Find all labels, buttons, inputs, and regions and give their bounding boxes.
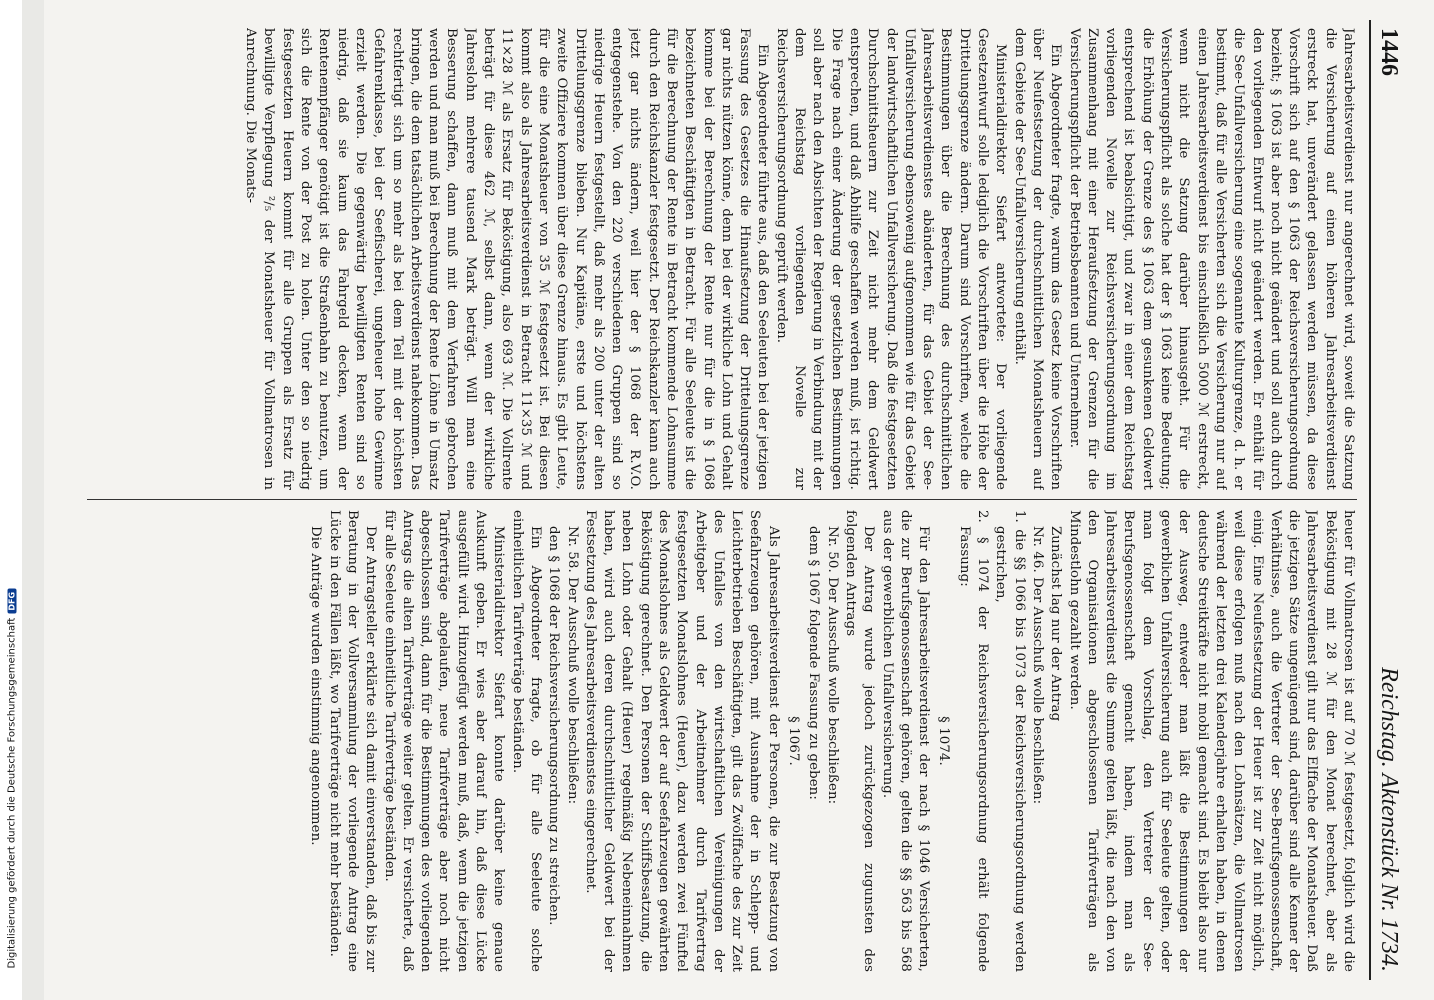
paragraph: Ein Abgeordneter fragte, ob für alle Seeleute solche einheitlichen Tarifverträge beständen. xyxy=(509,510,543,972)
paragraph: heuer für Vollmatrosen ist auf 70 ℳ festgesetzt, folglich wird die Beköstigung mit 28 ℳ für den Monat berechnet, aber als Jahresarbeitsverdienst gilt nur das Elffache der Monatsheuer. Daß die jetzigen Sätze ungenügend sind, darüber sind alle Kenner der Verhältnisse, auch die Vertreter der See-Berufsgenossenschaft, einig. Eine Neufestsetzung der Heuer ist zur Zeit nicht möglich, weil diese erfolgen muß nach den Lohnsätzen, die Vollmatrosen während der letzten drei Kalenderjahre erhalten haben, in denen deutsche Streitkräfte nicht mobil gemacht sind. Es bleibt also nur der Ausweg, entweder man läßt die Bestimmungen der gewerblichen Unfallversicherung auch für Seeleute gelten, oder man folgt dem Vorschlag, den Vertreter der See-Berufsgenossenschaft gemacht haben, indem man als Jahresarbeitsverdienst die Summe gelten läßt, die nach den von den Organisationen abgeschlossenen Tarifverträgen als Mindestlohn gezahlt werden. xyxy=(1066,510,1356,972)
paragraph: Für den Jahresarbeitsverdienst der nach § 1046 Versicherten, die zur Berufsgenossenschaft gehören, gelten die §§ 563 bis 568 aus der gewerblichen Unfallversicherung. xyxy=(879,510,932,972)
paragraph: den § 1068 der Reichsversicherungsordnung zu streichen. xyxy=(546,525,562,926)
page-header xyxy=(1369,20,1409,980)
running-head: Reichstag. Aktenstück Nr. 1734. xyxy=(1376,667,1402,972)
paragraph: Die Anträge wurden einstimmig angenommen. xyxy=(308,525,324,846)
paragraph: Der Antrag wurde jedoch zurückgezogen zugunsten des folgenden Antrags xyxy=(842,510,877,972)
column-divider xyxy=(87,499,1357,500)
rotated-page-content xyxy=(69,20,1409,980)
paragraph: Ein Abgeordneter fragte, warum das Gesetz keine Vorschriften über Neufestsetzung der durchschnittlichen Monatsheuern auf dem Gebiete der See-Unfallversicherung enthält. xyxy=(1011,28,1064,490)
section-heading: § 1074. xyxy=(936,716,952,766)
right-column xyxy=(77,510,1357,972)
paragraph: Der Antragsteller erklärte sich damit einverstanden, daß bis zur Beratung in der Vollversammlung der vorliegende Antrag eine Lücke in den Fällen läßt, wo Tarifverträge nicht mehr beständen. xyxy=(326,510,379,972)
scanned-page xyxy=(44,0,1434,1000)
paragraph: Ministerialdirektor Siefart antwortete: Der vorliegende Gesetzentwurf solle lediglich die Vorschriften über die Höhe der Drittelungsgrenze ändern. Darum sind Vorschriften, welche die Bestimmungen über die Berechnung des durchschnittlichen Jahresarbeitsverdienstes abänderten, für das Gebiet der See-Unfallversicherung ebensowenig aufgenommen wie für das Gebiet der landwirtschaftlichen Unfallversicherung. Daß die festgesetzten Durchschnittsheuern zur Zeit nicht mehr dem Geldwert entsprechen, und daß Abhilfe geschaffen werden muß, ist richtig. Die Frage nach einer Änderung der gesetzlichen Bestimmungen soll aber nach den Absichten der Regierung in Verbindung mit der dem Reichstag vorliegenden Novelle zur Reichsversicherungsordnung geprüft werden. xyxy=(773,28,1009,490)
paragraph: Zunächst lag nur der Antrag xyxy=(1048,525,1064,722)
paragraph: Als Jahresarbeitsverdienst der Personen, die zur Besatzung von Seefahrzeugen gehören, mit Ausnahme der in Schlepp- und Leichterbetrieben Beschäftigten, gilt das Zwölffache des zur Zeit des Unfalles von den wirtschaftlichen Vereinigungen der Arbeitgeber und der Arbeitnehmer durch Tarifvertrag festgesetzten Monatslohnes (Heuer), dazu werden zwei Fünftel des Monatslohnes als Geldwert der auf Seefahrzeugen gewährten Beköstigung gerechnet. Den Personen der Schiffsbesatzung, die neben Lohn oder Gehalt (Heuer) regelmäßig Nebeneinnahmen haben, wird auch deren durchschnittlicher Geldwert bei der Festsetzung des Jahresarbeitsverdienstes eingerechnet. xyxy=(582,510,781,972)
paragraph: Ein Abgeordneter führte aus, daß den Seeleuten bei der jetzigen Fassung des Gesetzes die Hinaufsetzung der Drittelungsgrenze gar nichts nützen könne, denn bei der wirkliche Lohn und Gehalt komme bei der Berechnung der Rente nur für die in § 1068 bezeichneten Beschäftigten in Betracht. Für alle Seeleute ist die für die Berechnung der Rente in Betracht kommende Lohnsumme durch den Reichskanzler festgesetzt. Der Reichskanzler kann auch jetzt gar nichts ändern, weil hier der § 1068 der R.V.O. entgegenstehe. Von den 220 verschiedenen Gruppen sind so niedrige Heuern festgestellt, daß mehr als 200 unter der alten Drittelungsgrenze blieben. Nur Kapitäne, erste und höchstens zweite Offiziere kommen über diese Grenze hinaus. Es gibt Leute, für die eine Monatsheuer von 35 ℳ festgesetzt ist. Bei diesen kommt also als Jahresarbeitsverdienst in Betracht 11×35 ℳ und 11×28 ℳ als Ersatz für Beköstigung, also 693 ℳ. Die Vollrente beträgt für diese 462 ℳ, selbst dann, wenn der wirkliche Jahreslohn mehrere tausend Mark beträgt. Will man eine Besserung schaffen, dann muß mit dem Verfahren gebrochen werden und man muß bei Berechnung der Rente Löhne in Umsatz bringen, die dem tatsächlichen Arbeitsverdienst nahekommen. Das rechtfertigt sich um so mehr als bei dem Teil mit der höchsten Gefahrenklasse, bei der Seefischerei, ungeheuer hohe Gewinne erzielt werden. Die gegenwärtig bewilligten Renten sind so niedrig, daß sie kaum das Fahrgeld decken, wenn der Rentenempfänger genötigt ist die Straßenbahn zu benutzen, um sich die Rente von der Post zu holen. Unter den so niedrig festgesetzten Heuern kommt für alle Gruppen als Ersatz für bewilligte Verpflegung ²/₅ der Monatsheuer für Vollmatrosen in Anrechnung. Die Monats- xyxy=(243,28,771,490)
digitization-credit xyxy=(4,591,18,990)
left-column xyxy=(77,28,1357,490)
paragraph: dem § 1067 folgende Fassung zu geben: xyxy=(806,525,822,800)
motion-heading: Nr. 58. Der Ausschuß wolle beschließen: xyxy=(564,525,580,805)
motion-heading: Nr. 50. Der Ausschuß wolle beschließen: xyxy=(824,525,840,805)
credit-text: Digitalisierung gefördert durch die Deutsche Forschungsgemeinschaft xyxy=(6,617,18,969)
list-item: 1. die §§ 1066 bis 1073 der Reichsversicherungsordnung werden gestrichen, xyxy=(993,510,1027,972)
page-number: 1446 xyxy=(1376,28,1402,76)
margin-strip xyxy=(0,0,22,1000)
dfg-logo-icon: DFG xyxy=(8,589,17,614)
paragraph: Jahresarbeitsverdienst nur angerechnet wird, soweit die Satzung die Versicherung auf einen höheren Jahresarbeitsverdienst erstreckt hat, unverändert gelassen werden müssen, da diese Vorschrift sich auf den § 1063 der Reichsversicherungsordnung bezieht; § 1063 ist aber noch nicht geändert und soll auch durch den vorliegenden Entwurf nicht geändert werden. Er enthält für die See-Unfallversicherung eine sogenannte Kulturgrenze, d. h. er bestimmt, daß für alle Versicherten sich die Versicherung nur auf einen Jahresarbeitsverdienst bis einschließlich 5000 ℳ erstreckt, wenn nicht die Satzung darüber hinausgeht. Für die Versicherungspflicht als solche hat der § 1063 keine Bedeutung; die Erhöhung der Grenze des § 1063 dem gesunkenen Geldwert entsprechend ist beabsichtigt, und zwar in einer dem Reichstag vorliegenden Novelle zur Reichsversicherungsordnung im Zusammenhang mit einer Heraufsetzung der Grenzen für die Versicherungspflicht der Betriebsbeamten und Unternehmer. xyxy=(1066,28,1356,490)
list-item: 2. § 1074 der Reichsversicherungsordnung erhält folgende Fassung: xyxy=(956,510,991,972)
paragraph: Ministerialdirektor Siefart konnte darüber keine genaue Auskunft geben. Er wies aber darauf hin, daß diese Lücke ausgefüllt wird. Hinzugefügt werden muß, daß, wenn die jetzigen Tarifverträge abgelaufen, neue Tarifverträge aber noch nicht abgeschlossen sind, dann für die Bestimmungen des vorliegenden Antrags die alten Tarifverträge weiter gelten. Er versicherte, daß für alle Seeleute einheitliche Tarifverträge beständen. xyxy=(381,510,507,972)
section-heading: § 1067. xyxy=(786,716,802,766)
motion-heading: Nr. 46. Der Ausschuß wolle beschließen: xyxy=(1029,525,1045,805)
